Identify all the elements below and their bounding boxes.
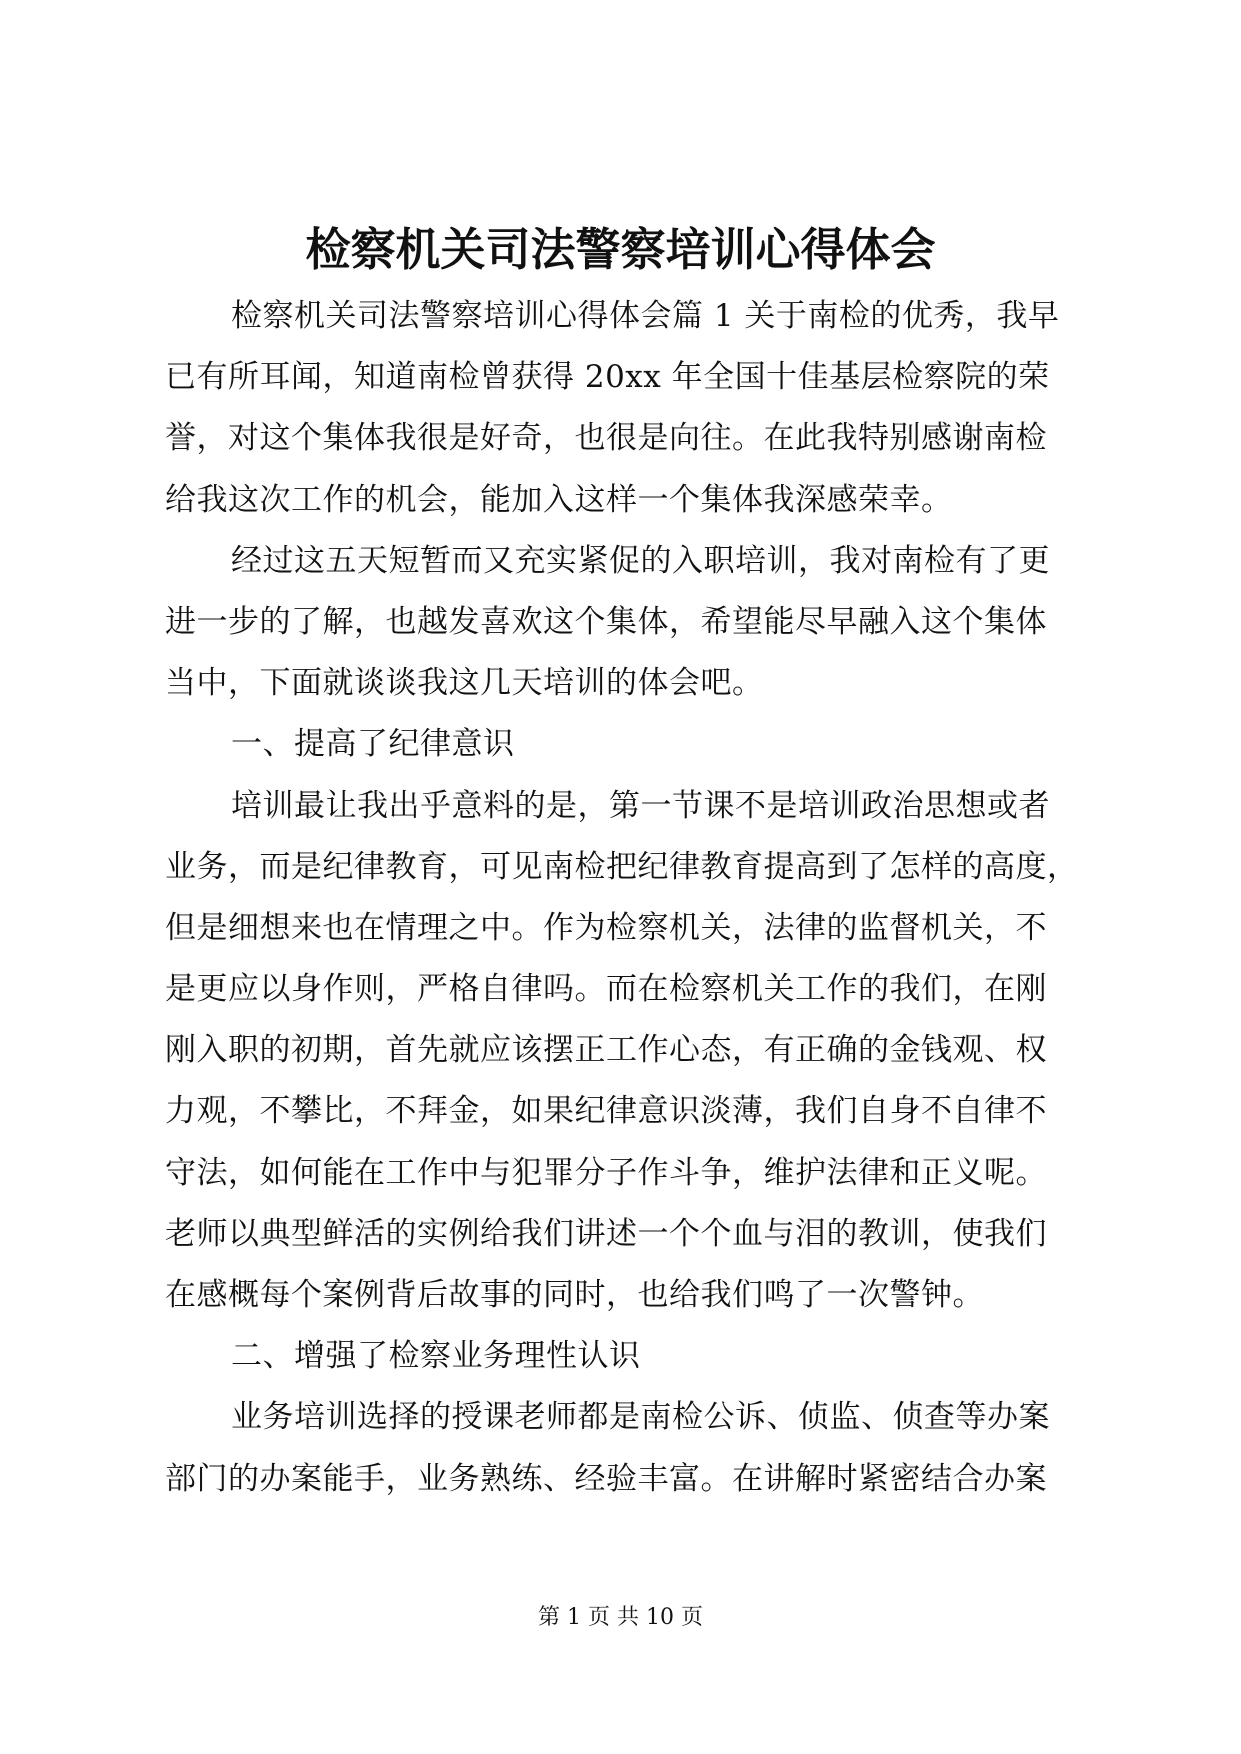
document-body [165, 286, 1085, 1510]
paragraph-line: 誉，对这个集体我很是好奇，也很是向往。在此我特别感谢南检 [165, 420, 1047, 457]
paragraph-line: 检察机关司法警察培训心得体会篇 1 关于南检的优秀，我早 [231, 298, 1060, 334]
paragraph-line: 业务培训选择的授课老师都是南检公诉、侦监、侦查等办案 [231, 1399, 1050, 1436]
paragraph-line: 刚入职的初期，首先就应该摆正工作心态，有正确的金钱观、权 [165, 1032, 1047, 1069]
paragraph-line: 业务，而是纪律教育，可见南检把纪律教育提高到了怎样的高度， [165, 848, 1079, 885]
section-heading: 一、提高了纪律意识 [231, 726, 515, 763]
paragraph-line: 培训最让我出乎意料的是，第一节课不是培训政治思想或者 [231, 787, 1050, 824]
section-heading: 二、增强了检察业务理性认识 [231, 1338, 641, 1375]
paragraph-line: 但是细想来也在情理之中。作为检察机关，法律的监督机关，不 [165, 909, 1047, 946]
paragraph-line: 力观，不攀比，不拜金，如果纪律意识淡薄，我们自身不自律不 [165, 1093, 1047, 1130]
paragraph-line: 进一步的了解，也越发喜欢这个集体，希望能尽早融入这个集体 [165, 603, 1047, 640]
document-title: 检察机关司法警察培训心得体会 [305, 223, 936, 276]
paragraph-line: 给我这次工作的机会，能加入这样一个集体我深感荣幸。 [165, 481, 953, 518]
paragraph-line: 经过这五天短暂而又充实紧促的入职培训，我对南检有了更 [231, 542, 1050, 579]
paragraph-line: 已有所耳闻，知道南检曾获得 20xx 年全国十佳基层检察院的荣 [165, 359, 1050, 396]
page-footer: 第 1 页 共 10 页 [538, 1605, 703, 1630]
paragraph-line: 守法，如何能在工作中与犯罪分子作斗争，维护法律和正义呢。 [165, 1154, 1047, 1191]
paragraph-line: 是更应以身作则，严格自律吗。而在检察机关工作的我们，在刚 [165, 971, 1047, 1008]
paragraph-line: 当中，下面就谈谈我这几天培训的体会吧。 [165, 665, 764, 702]
paragraph-line: 在感概每个案例背后故事的同时，也给我们鸣了一次警钟。 [165, 1277, 984, 1313]
paragraph-line: 部门的办案能手，业务熟练、经验丰富。在讲解时紧密结合办案 [165, 1460, 1047, 1497]
paragraph-line: 老师以典型鲜活的实例给我们讲述一个个血与泪的教训，使我们 [165, 1215, 1047, 1252]
